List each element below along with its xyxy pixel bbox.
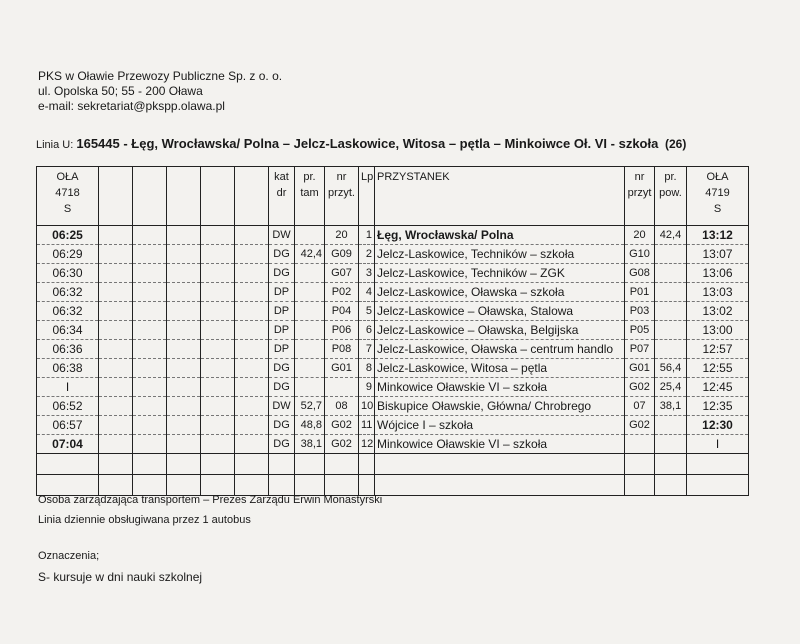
lp: 12 (359, 435, 375, 454)
table-row (37, 302, 749, 321)
kat: DG (269, 378, 295, 397)
time-right: 13:06 (687, 264, 749, 283)
kat: DG (269, 264, 295, 283)
time-left: 06:30 (37, 264, 99, 283)
empty-cell (99, 321, 133, 340)
stop-name: Łęg, Wrocławska/ Polna (375, 226, 625, 245)
time-right: 13:02 (687, 302, 749, 321)
kat: DG (269, 359, 295, 378)
lp: 8 (359, 359, 375, 378)
pr-tam: 48,8 (295, 416, 325, 435)
time-left: 07:04 (37, 435, 99, 454)
empty-cell (269, 475, 295, 496)
nr-przyt-right: G08 (625, 264, 655, 283)
time-right: 12:55 (687, 359, 749, 378)
table-row (37, 245, 749, 264)
stop-name: Jelcz-Laskowice – Oławska, Belgijska (375, 321, 625, 340)
kat: DG (269, 435, 295, 454)
empty-cell (167, 475, 201, 496)
empty-cell (295, 475, 325, 496)
empty-cell (99, 435, 133, 454)
empty-cell (37, 475, 99, 496)
nr-przyt: P06 (325, 321, 359, 340)
nr-przyt-right: P03 (625, 302, 655, 321)
time-right: 13:03 (687, 283, 749, 302)
empty-cell (133, 435, 167, 454)
pr-tam (295, 359, 325, 378)
time-left: 06:52 (37, 397, 99, 416)
table-header (37, 167, 749, 226)
empty-cell (201, 475, 235, 496)
empty-cell (201, 226, 235, 245)
time-left: 06:38 (37, 359, 99, 378)
empty-cell (167, 264, 201, 283)
pr-pow (655, 435, 687, 454)
nr-przyt: G02 (325, 416, 359, 435)
pr-pow: 42,4 (655, 226, 687, 245)
empty-cell (167, 454, 201, 475)
lp: 9 (359, 378, 375, 397)
nr-przyt-right: G02 (625, 378, 655, 397)
empty-cell (235, 245, 269, 264)
kat: DG (269, 245, 295, 264)
empty-cell (133, 264, 167, 283)
empty-cell (133, 245, 167, 264)
empty-cell (99, 475, 133, 496)
empty-cell (133, 416, 167, 435)
lp: 3 (359, 264, 375, 283)
lp: 7 (359, 340, 375, 359)
empty-cell (201, 264, 235, 283)
empty-cell (201, 245, 235, 264)
empty-cell (235, 283, 269, 302)
time-right: I (687, 435, 749, 454)
empty-cell (133, 454, 167, 475)
time-right: 12:30 (687, 416, 749, 435)
empty-cell (99, 454, 133, 475)
empty-cell (201, 321, 235, 340)
nr-przyt-right: 07 (625, 397, 655, 416)
empty-cell (655, 454, 687, 475)
empty-cell (201, 283, 235, 302)
empty-cell (295, 454, 325, 475)
empty-cell (235, 302, 269, 321)
kat: DW (269, 226, 295, 245)
nr-przyt: G01 (325, 359, 359, 378)
time-left: I (37, 378, 99, 397)
nr-przyt-right-header: nr przyt (625, 167, 655, 226)
pr-pow: 38,1 (655, 397, 687, 416)
empty-cell (167, 378, 201, 397)
pr-pow: 25,4 (655, 378, 687, 397)
empty-cell (359, 475, 375, 496)
empty-cell (235, 264, 269, 283)
empty-cell (325, 454, 359, 475)
kat-header: kat dr (269, 167, 295, 226)
nr-przyt-right: G10 (625, 245, 655, 264)
lp: 2 (359, 245, 375, 264)
nr-przyt: P02 (325, 283, 359, 302)
empty-cell (99, 302, 133, 321)
pr-pow (655, 264, 687, 283)
company-address: ul. Opolska 50; 55 - 200 Oława (38, 84, 203, 98)
empty-cell (201, 397, 235, 416)
time-right: 13:00 (687, 321, 749, 340)
empty-cell (167, 435, 201, 454)
nr-przyt: G09 (325, 245, 359, 264)
company-name: PKS w Oławie Przewozy Publiczne Sp. z o. o. (38, 69, 283, 83)
stop-name: Minkowice Oławskie VI – szkoła (375, 435, 625, 454)
stop-header: PRZYSTANEK (375, 167, 625, 226)
empty-cell (167, 359, 201, 378)
empty-cell (235, 416, 269, 435)
nr-przyt-right: G01 (625, 359, 655, 378)
empty-cell (133, 397, 167, 416)
nr-przyt-right: 20 (625, 226, 655, 245)
table-row (37, 321, 749, 340)
kat: DW (269, 397, 295, 416)
empty-cell (133, 283, 167, 302)
stop-name: Jelcz-Laskowice – Oławska, Stalowa (375, 302, 625, 321)
stop-name: Jelcz-Laskowice, Techników – szkoła (375, 245, 625, 264)
lp: 5 (359, 302, 375, 321)
pr-tam (295, 340, 325, 359)
empty-cell (133, 302, 167, 321)
empty-cell (99, 397, 133, 416)
time-right: 12:45 (687, 378, 749, 397)
kat: DG (269, 416, 295, 435)
empty-cell (201, 340, 235, 359)
table-row (37, 378, 749, 397)
pr-tam (295, 226, 325, 245)
empty-cell (99, 416, 133, 435)
time-right: 12:35 (687, 397, 749, 416)
empty-cell (167, 340, 201, 359)
pr-pow (655, 340, 687, 359)
blank-row (37, 475, 749, 496)
pr-tam: 52,7 (295, 397, 325, 416)
table-row (37, 359, 749, 378)
time-left: 06:32 (37, 283, 99, 302)
time-left: 06:36 (37, 340, 99, 359)
empty-cell (99, 340, 133, 359)
empty-cell (625, 454, 655, 475)
pr-tam (295, 321, 325, 340)
course-right-header: OŁA 4719 S (687, 167, 749, 226)
nr-przyt: P08 (325, 340, 359, 359)
time-left: 06:32 (37, 302, 99, 321)
pr-pow (655, 416, 687, 435)
empty-cell (235, 359, 269, 378)
empty-cell (235, 435, 269, 454)
line-suffix: (26) (665, 137, 687, 151)
nr-przyt-right: G02 (625, 416, 655, 435)
stop-name: Minkowice Oławskie VI – szkoła (375, 378, 625, 397)
table-row (37, 264, 749, 283)
course-left-header: OŁA 4718 S (37, 167, 99, 226)
empty-cell (133, 340, 167, 359)
empty-cell (167, 321, 201, 340)
nr-przyt: G02 (325, 435, 359, 454)
empty-cell (99, 245, 133, 264)
empty-cell (201, 302, 235, 321)
empty-cell (133, 359, 167, 378)
pr-pow: 56,4 (655, 359, 687, 378)
pr-tam (295, 302, 325, 321)
empty-cell (201, 454, 235, 475)
empty-cell (687, 475, 749, 496)
empty-cell (167, 245, 201, 264)
stop-name: Jelcz-Laskowice, Witosa – pętla (375, 359, 625, 378)
pr-tam (295, 378, 325, 397)
empty-cell (133, 321, 167, 340)
time-left: 06:25 (37, 226, 99, 245)
empty-cell (375, 454, 625, 475)
stop-name: Wójcice I – szkoła (375, 416, 625, 435)
line-title (36, 136, 686, 151)
empty-cell (99, 378, 133, 397)
empty-cell (201, 359, 235, 378)
empty-cell (167, 416, 201, 435)
nr-przyt-right: P05 (625, 321, 655, 340)
pr-tam: 38,1 (295, 435, 325, 454)
time-right: 13:12 (687, 226, 749, 245)
empty-cell (133, 378, 167, 397)
table-row (37, 340, 749, 359)
stop-name: Jelcz-Laskowice, Oławska – szkoła (375, 283, 625, 302)
pr-pow-header: pr. pow. (655, 167, 687, 226)
pr-tam: 42,4 (295, 245, 325, 264)
empty-cell (235, 397, 269, 416)
lp: 6 (359, 321, 375, 340)
kat: DP (269, 340, 295, 359)
table-row (37, 435, 749, 454)
kat: DP (269, 283, 295, 302)
lp: 4 (359, 283, 375, 302)
empty-cell (235, 475, 269, 496)
legend-title: Oznaczenia; (38, 550, 100, 562)
pr-tam-header: pr. tam (295, 167, 325, 226)
pr-tam (295, 283, 325, 302)
empty-cell (99, 283, 133, 302)
time-right: 12:57 (687, 340, 749, 359)
empty-cell (201, 378, 235, 397)
pr-pow (655, 321, 687, 340)
legend-s: S- kursuje w dni nauki szkolnej (38, 570, 203, 584)
stop-name: Jelcz-Laskowice, Techników – ZGK (375, 264, 625, 283)
empty-cell (235, 321, 269, 340)
pr-pow (655, 245, 687, 264)
line-route: 165445 - Łęg, Wrocławska/ Polna – Jelcz-Laskowice, Witosa – pętla – Minkoiwce Oł. VI - szkoła (76, 136, 659, 151)
company-email: e-mail: sekretariat@pkspp.olawa.pl (38, 99, 225, 113)
pr-pow (655, 283, 687, 302)
kat: DP (269, 302, 295, 321)
kat: DP (269, 321, 295, 340)
time-left: 06:57 (37, 416, 99, 435)
empty-cell (375, 475, 625, 496)
empty-cell (99, 226, 133, 245)
nr-przyt: P04 (325, 302, 359, 321)
empty-cell (625, 475, 655, 496)
time-right: 13:07 (687, 245, 749, 264)
empty-cell (235, 226, 269, 245)
empty-cell (687, 454, 749, 475)
time-left: 06:34 (37, 321, 99, 340)
empty-cell (269, 454, 295, 475)
nr-przyt (325, 378, 359, 397)
nr-przyt: G07 (325, 264, 359, 283)
table-row (37, 397, 749, 416)
pr-pow (655, 302, 687, 321)
service-note: Linia dziennie obsługiwana przez 1 autobus (38, 514, 251, 526)
pr-tam (295, 264, 325, 283)
empty-cell (99, 359, 133, 378)
nr-przyt-right: P07 (625, 340, 655, 359)
empty-cell (235, 378, 269, 397)
empty-cell (99, 264, 133, 283)
nr-przyt-right: P01 (625, 283, 655, 302)
nr-przyt: 08 (325, 397, 359, 416)
lp: 11 (359, 416, 375, 435)
empty-cell (167, 283, 201, 302)
empty-cell (201, 416, 235, 435)
empty-cell (133, 475, 167, 496)
table-row (37, 416, 749, 435)
time-left: 06:29 (37, 245, 99, 264)
table-row (37, 283, 749, 302)
empty-cell (37, 454, 99, 475)
stop-name: Biskupice Oławskie, Główna/ Chrobrego (375, 397, 625, 416)
timetable (36, 166, 749, 496)
empty-cell (167, 226, 201, 245)
stop-name: Jelcz-Laskowice, Oławska – centrum handlo (375, 340, 625, 359)
nr-przyt-right (625, 435, 655, 454)
line-prefix: Linia U: (36, 139, 77, 151)
empty-cell (359, 454, 375, 475)
empty-cell (655, 475, 687, 496)
empty-cell (235, 454, 269, 475)
empty-cell (167, 302, 201, 321)
empty-cell (167, 397, 201, 416)
lp-header: Lp (359, 167, 375, 226)
nr-przyt: 20 (325, 226, 359, 245)
nr-przyt-header: nr przyt. (325, 167, 359, 226)
empty-cell (325, 475, 359, 496)
empty-cell (201, 435, 235, 454)
lp: 1 (359, 226, 375, 245)
table-row (37, 226, 749, 245)
empty-cell (133, 226, 167, 245)
lp: 10 (359, 397, 375, 416)
manager-note: Osoba zarządzająca transportem – Prezes Zarządu Erwin Monastyrski (38, 494, 383, 506)
empty-cell (235, 340, 269, 359)
blank-row (37, 454, 749, 475)
